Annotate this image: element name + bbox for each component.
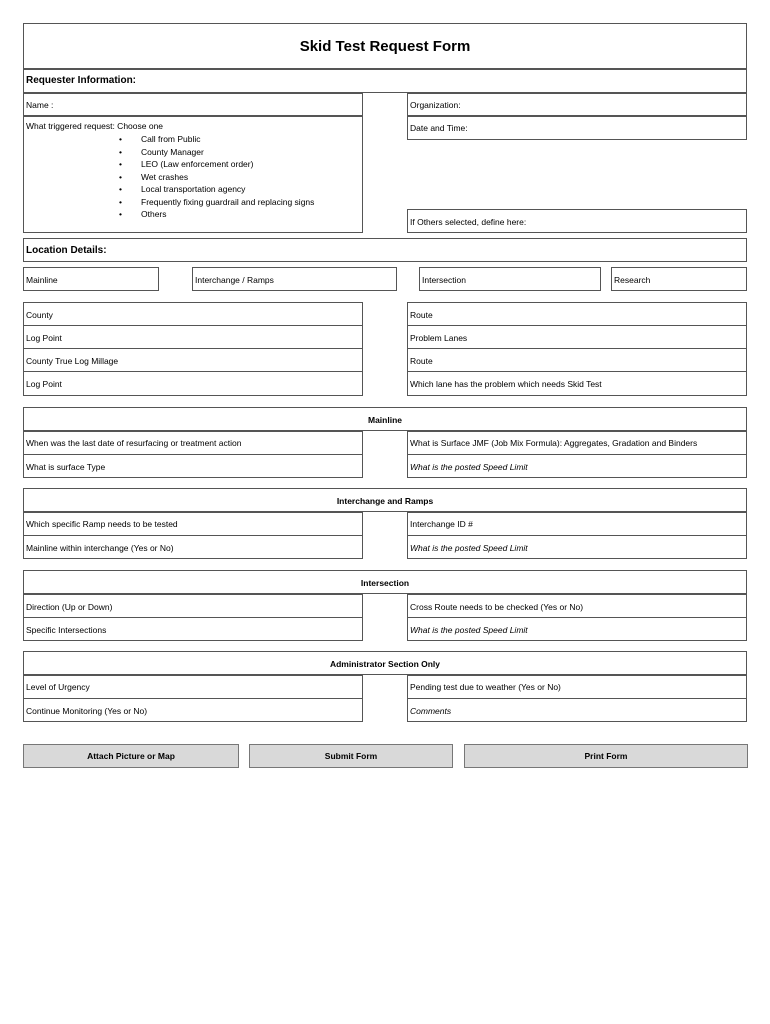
organization-field[interactable]: [407, 93, 747, 116]
comments-field[interactable]: [407, 698, 747, 722]
trigger-option[interactable]: • Frequently fixing guardrail and replacing signs: [119, 196, 314, 209]
surface-jmf-field[interactable]: [407, 431, 747, 455]
interchange-heading: Interchange and Ramps: [336, 496, 434, 506]
name-field[interactable]: [23, 93, 363, 116]
log-point-field[interactable]: [23, 325, 363, 349]
mainline-section-header: [23, 407, 747, 431]
location-type-label: Mainline: [26, 275, 58, 285]
field-label: Direction (Up or Down): [26, 602, 113, 612]
pending-test-field[interactable]: [407, 675, 747, 699]
field-label: Problem Lanes: [410, 333, 468, 343]
interchange-section-header: [23, 488, 747, 512]
field-label: Log Point: [26, 379, 62, 389]
admin-heading: Administrator Section Only: [329, 659, 441, 669]
location-heading: Location Details:: [26, 245, 107, 256]
field-label: Route: [410, 310, 433, 320]
print-form-button[interactable]: Print Form: [464, 744, 748, 768]
location-type-intersection[interactable]: [419, 267, 601, 291]
field-label: Log Point: [26, 333, 62, 343]
county-true-log-millage-field[interactable]: [23, 348, 363, 372]
field-label: County: [26, 310, 53, 320]
field-label: County True Log Millage: [26, 356, 119, 366]
trigger-request-field[interactable]: [23, 116, 363, 233]
resurfacing-date-field[interactable]: [23, 431, 363, 455]
field-label: When was the last date of resurfacing or treatment action: [26, 438, 242, 448]
form-title: Skid Test Request Form: [23, 23, 747, 69]
field-label: Route: [410, 356, 433, 366]
field-label: Pending test due to weather (Yes or No): [410, 682, 561, 692]
problem-lanes-field[interactable]: [407, 325, 747, 349]
location-type-label: Intersection: [422, 275, 466, 285]
admin-section-header: [23, 651, 747, 675]
log-point-field-2[interactable]: [23, 371, 363, 396]
trigger-option[interactable]: • Others: [119, 208, 314, 221]
county-field[interactable]: [23, 302, 363, 326]
ramp-field[interactable]: [23, 512, 363, 536]
trigger-options-list: [119, 133, 314, 221]
field-label: What is the posted Speed Limit: [410, 462, 528, 472]
urgency-field[interactable]: [23, 675, 363, 699]
trigger-option[interactable]: • County Manager: [119, 146, 314, 159]
requester-heading: Requester Information:: [26, 75, 137, 86]
trigger-label: What triggered request: Choose one: [26, 121, 164, 131]
organization-label: Organization:: [410, 100, 461, 110]
field-label: What is Surface JMF (Job Mix Formula): Aggregates, Gradation and Binders: [410, 438, 698, 448]
trigger-option[interactable]: • Local transportation agency: [119, 183, 314, 196]
direction-field[interactable]: [23, 594, 363, 618]
intersection-section-header: [23, 570, 747, 594]
route-field-2[interactable]: [407, 348, 747, 372]
location-type-research[interactable]: [611, 267, 747, 291]
mainline-within-interchange-field[interactable]: [23, 535, 363, 559]
others-define-field[interactable]: [407, 209, 747, 233]
trigger-option[interactable]: • Call from Public: [119, 133, 314, 146]
location-type-mainline[interactable]: [23, 267, 159, 291]
location-type-label: Research: [614, 275, 651, 285]
requester-section-header: [23, 69, 747, 93]
trigger-option[interactable]: • Wet crashes: [119, 171, 314, 184]
name-label: Name :: [26, 100, 54, 110]
problem-lane-field[interactable]: [407, 371, 747, 396]
field-label: What is the posted Speed Limit: [410, 625, 528, 635]
intersection-heading: Intersection: [360, 578, 410, 588]
field-label: Comments: [410, 706, 452, 716]
surface-type-field[interactable]: [23, 454, 363, 478]
continue-monitoring-field[interactable]: [23, 698, 363, 722]
attach-picture-button[interactable]: Attach Picture or Map: [23, 744, 239, 768]
specific-intersections-field[interactable]: [23, 617, 363, 641]
speed-limit-field[interactable]: [407, 454, 747, 478]
field-label: Specific Intersections: [26, 625, 107, 635]
datetime-field[interactable]: [407, 116, 747, 140]
cross-route-field[interactable]: [407, 594, 747, 618]
field-label: What is surface Type: [26, 462, 106, 472]
speed-limit-field[interactable]: [407, 535, 747, 559]
location-type-interchange[interactable]: [192, 267, 397, 291]
field-label: Continue Monitoring (Yes or No): [26, 706, 148, 716]
route-field[interactable]: [407, 302, 747, 326]
field-label: Cross Route needs to be checked (Yes or No): [410, 602, 584, 612]
field-label: Which lane has the problem which needs Skid Test: [410, 379, 602, 389]
speed-limit-field[interactable]: [407, 617, 747, 641]
field-label: What is the posted Speed Limit: [410, 543, 528, 553]
trigger-option[interactable]: • LEO (Law enforcement order): [119, 158, 314, 171]
field-label: Mainline within interchange (Yes or No): [26, 543, 174, 553]
interchange-id-field[interactable]: [407, 512, 747, 536]
mainline-heading: Mainline: [367, 415, 402, 425]
datetime-label: Date and Time:: [410, 123, 468, 133]
location-section-header: [23, 238, 747, 262]
field-label: Interchange ID #: [410, 519, 473, 529]
others-label: If Others selected, define here:: [410, 217, 527, 227]
field-label: Which specific Ramp needs to be tested: [26, 519, 178, 529]
location-type-label: Interchange / Ramps: [195, 275, 274, 285]
field-label: Level of Urgency: [26, 682, 90, 692]
submit-form-button[interactable]: Submit Form: [249, 744, 453, 768]
